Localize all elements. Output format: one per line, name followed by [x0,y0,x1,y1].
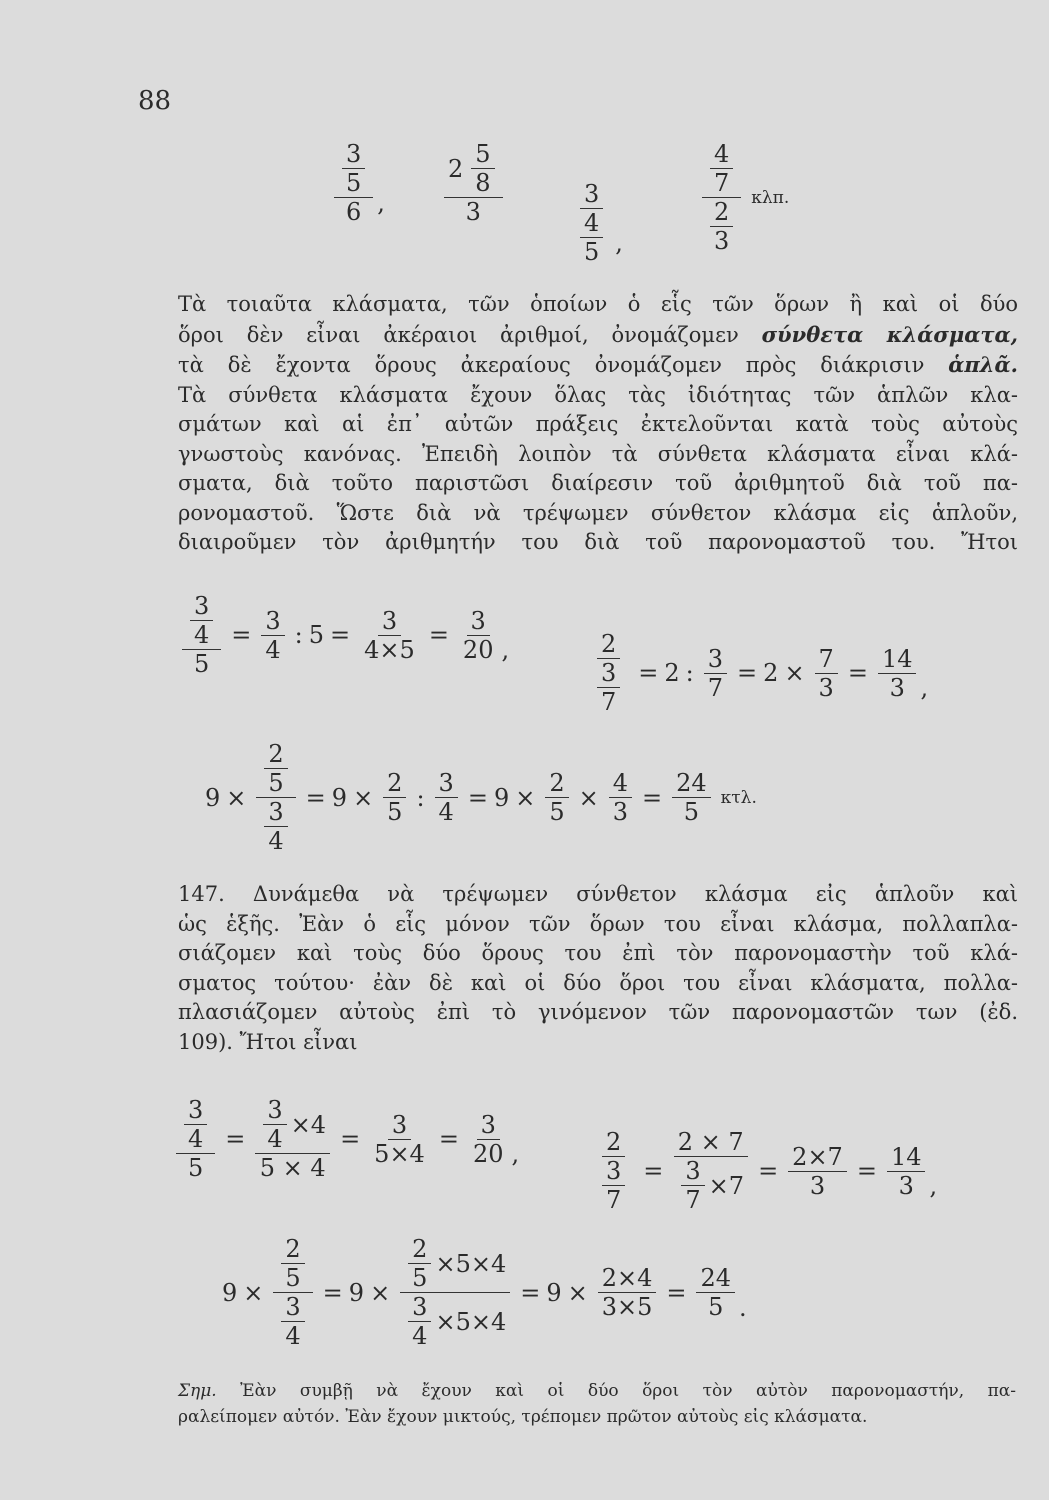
page-number: 88 [138,86,172,116]
paragraph-147: 147. Δυνάμεθα νὰ τρέψωμεν σύνθετον κλάσμα εἰς ἁπλοῦν καὶ ὡς ἑξῆς. Ἐὰν ὁ εἷς μόνον τῶν ὅρων του εἶναι κλάσμα, πολλαπλα- σιάζομεν καὶ τοὺς δύο ὅρους του ἐπὶ τὸν παρονομαστὴν τοῦ κλά- σματος τούτου· ἐὰν δὲ καὶ οἱ δύο ὅροι του εἶναι κλάσματα, πολλα- πλασιάζομεν αὐτοὺς ἐπὶ τὸ γινόμενον τῶν παρονομαστῶν των (ἐδ. 109). Ἤτοι εἶναι [178,882,1018,1054]
paragraph-definition: Τὰ τοιαῦτα κλάσματα, τῶν ὁποίων ὁ εἷς τῶν ὅρων ἢ καὶ οἱ δύο ὅροι δὲν εἶναι ἀκέραιοι ἀριθμοί, ὀνομάζομεν σύνθετα κλάσματα, τὰ δὲ ἔχοντα ὅρους ἀκεραίους ὀνομάζομεν πρὸς διάκρισιν ἁπλᾶ. Τὰ σύνθετα κλάσματα ἔχουν ὅλας τὰς ἰδιότητας τῶν ἁπλῶν κλα- σμάτων καὶ αἱ ἐπ᾿ αὐτῶν πράξεις ἐκτελοῦνται κατὰ τοὺς αὐτοὺς γνωστοὺς κανόνας. Ἐπειδὴ λοιπὸν τὰ σύνθετα κλάσματα εἶναι κλά- σματα, διὰ τοῦτο παριστῶσι διαίρεσιν τοῦ ἀριθμητοῦ διὰ τοῦ πα- ρονομαστοῦ. Ὥστε διὰ νὰ τρέψωμεν σύνθετον κλάσμα εἰς ἁπλοῦν, διαιροῦμεν τὸν ἀριθμητήν του διὰ τοῦ παρονομαστοῦ του. Ἤτοι [178,292,1018,554]
example-4: $\frac{\frac{4}{7}}{\frac{2}{3}}$ κλπ. [698,140,789,255]
equation-1: $\frac{\frac{3}{4}}{5}$ = $\frac{3}{4}$ : 5 = $\frac{3}{4\times 5}$ = $\frac{3}{20}$ , [178,592,509,678]
footnote: Σημ. Ἐὰν συμβῇ νὰ ἔχουν καὶ οἱ δύο ὅροι τὸν αὐτὸν παρονομαστήν, πα- ραλείπομεν αὐτόν. Ἐὰν ἔχουν μικτούς, τρέπομεν πρῶτον αὐτοὺς εἰς κλάσματα. [178,1381,1016,1427]
equation-6: 9 × $\frac{\frac{2}{5}}{\frac{3}{4}}$ = 9 × $\frac{2}{5}$ ×5×4 $\frac{3}{4}$ ×5×4 = 9 × $\frac{2\times 4}{3\times 5}$ = $\frac{24}{5}$ . [222,1235,747,1350]
example-1: $\frac{\frac{3}{5}}{6}$ , [330,140,385,226]
equation-3: 9 × $\frac{\frac{2}{5}}{\frac{3}{4}}$ = 9 × $\frac{2}{5}$ : $\frac{3}{4}$ = 9 × $\frac{2}{5}$ × $\frac{4}{3}$ = $\frac{24}{5}$ κτλ. [205,740,757,855]
equation-2: $\frac{2}{\frac{3}{7}}$ = 2 : $\frac{3}{7}$ = 2 × $\frac{7}{3}$ = $\frac{14}{3}$ , [585,630,928,716]
equation-5: $\frac{2}{\frac{3}{7}}$ = 2 × 7 $\frac{3}{7}$ ×7 = $\frac{2\times 7}{3}$ = $\frac{14}{3}$ , [590,1128,937,1214]
equation-4: $\frac{\frac{3}{4}}{5}$ = $\frac{3}{4}$ ×4 5 × 4 = $\frac{3}{5\times 4}$ = $\frac{3}{20}$ , [172,1096,519,1182]
example-2: 2 $\frac{5}{8}$ 3 [440,140,507,226]
example-3: $\frac{3}{\frac{4}{5}}$ , [568,180,623,266]
